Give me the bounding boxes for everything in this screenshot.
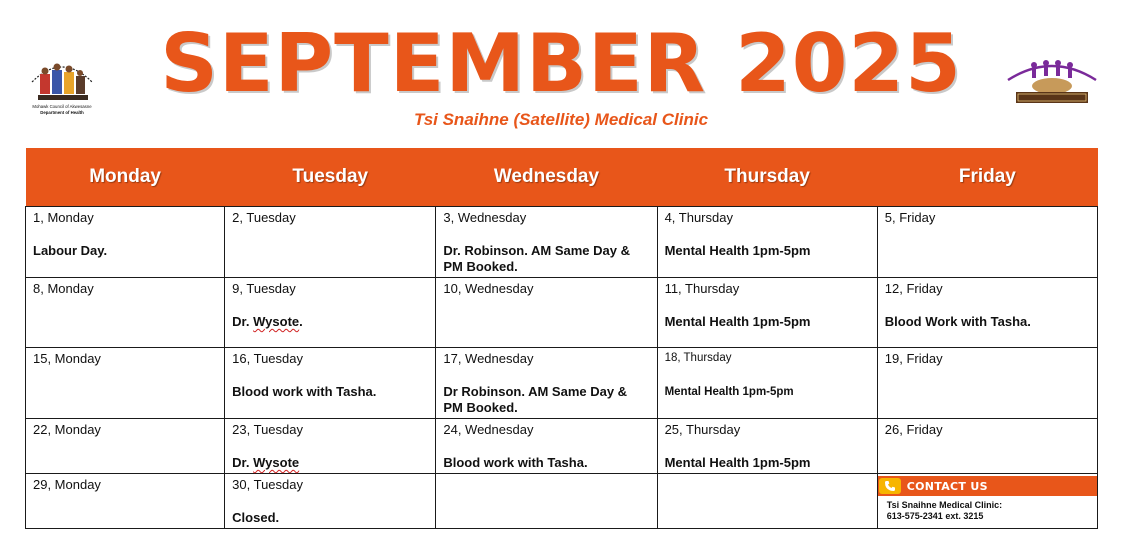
calendar-day-cell: [657, 207, 877, 278]
calendar-day-cell: [877, 278, 1097, 348]
calendar-day-cell: [436, 474, 657, 529]
day-label: 8, Monday: [33, 281, 94, 296]
phone-icon: [879, 478, 901, 494]
weekday-header-row: [26, 148, 1098, 207]
calendar-day-cell: [436, 419, 657, 474]
event-text: Closed.: [232, 510, 280, 525]
event-text: Dr. Robinson. AM Same Day & PM Booked.: [443, 243, 630, 274]
calendar-day-cell: [877, 348, 1097, 419]
contact-us-title: CONTACT US: [906, 479, 988, 493]
day-label: 5, Friday: [884, 210, 936, 225]
logo-caption-council: Mohawk Council of Akwesasne: [32, 104, 92, 109]
calendar-day-cell: [436, 207, 657, 278]
event-text: Dr. Wysote: [232, 455, 300, 470]
calendar-day-cell: [436, 278, 657, 348]
week-row: [26, 474, 1098, 529]
week-row: [26, 419, 1098, 474]
calendar-day-cell: [26, 278, 225, 348]
event-text: Mental Health 1pm-5pm: [664, 314, 811, 329]
weekday-header: Thursday: [657, 148, 877, 207]
day-label: 29, Monday: [33, 477, 101, 492]
day-label: 15, Monday: [33, 351, 101, 366]
day-label: 30, Tuesday: [232, 477, 303, 492]
calendar-day-cell: [225, 207, 436, 278]
contact-phone-number: 613-575-2341 ext. 3215: [886, 511, 984, 521]
calendar-day-cell: [225, 474, 436, 529]
event-text: Mental Health 1pm-5pm: [664, 455, 811, 470]
calendar-day-cell: [26, 474, 225, 529]
day-label: 24, Wednesday: [443, 422, 534, 437]
day-label: 3, Wednesday: [443, 210, 527, 225]
day-label: 26, Friday: [884, 422, 943, 437]
calendar-day-cell: [26, 419, 225, 474]
day-label: 23, Tuesday: [232, 422, 303, 437]
contact-clinic-name: Tsi Snaihne Medical Clinic:: [886, 500, 1003, 510]
weekday-header: Friday: [877, 148, 1097, 207]
calendar-day-cell: [657, 474, 877, 529]
event-text: Dr Robinson. AM Same Day & PM Booked.: [443, 384, 628, 415]
logo-caption-department: Department of Health: [40, 110, 84, 115]
department-of-health-logo: [22, 52, 102, 118]
day-label: 9, Tuesday: [232, 281, 296, 296]
weekday-header: Tuesday: [225, 148, 436, 207]
day-label: 12, Friday: [884, 281, 943, 296]
calendar-day-cell: [657, 348, 877, 419]
day-label: 4, Thursday: [664, 210, 733, 225]
clinic-subtitle: Tsi Snaihne (Satellite) Medical Clinic: [413, 110, 709, 129]
week-row: [26, 348, 1098, 419]
contact-us-banner: [878, 476, 1097, 496]
day-label: 17, Wednesday: [443, 351, 534, 366]
calendar-day-cell: [26, 207, 225, 278]
calendar-day-cell: [225, 348, 436, 419]
event-text: Mental Health 1pm-5pm: [664, 386, 794, 398]
day-label: 18, Thursday: [664, 352, 732, 364]
day-label: 11, Thursday: [664, 281, 740, 296]
event-text: Labour Day.: [33, 243, 108, 258]
council-emblem-logo: [1004, 58, 1100, 110]
weekday-header: Wednesday: [436, 148, 657, 207]
spellcheck-squiggle: Wysote: [253, 314, 300, 329]
event-text: Blood work with Tasha.: [232, 384, 377, 399]
calendar-day-cell: [225, 278, 436, 348]
calendar-day-cell: [436, 348, 657, 419]
day-label: 1, Monday: [33, 210, 94, 225]
event-text: Blood Work with Tasha.: [884, 314, 1031, 329]
contact-us-cell: [877, 474, 1097, 529]
weekday-header: Monday: [26, 148, 225, 207]
spellcheck-squiggle: Wysote: [253, 455, 300, 470]
page-title: SEPTEMBER 2025: [160, 17, 962, 110]
week-row: [26, 278, 1098, 348]
day-label: 10, Wednesday: [443, 281, 534, 296]
day-label: 16, Tuesday: [232, 351, 303, 366]
day-label: 25, Thursday: [664, 422, 741, 437]
event-text: Mental Health 1pm-5pm: [664, 243, 811, 258]
event-text: Blood work with Tasha.: [443, 455, 588, 470]
calendar-day-cell: [877, 207, 1097, 278]
calendar-day-cell: [657, 419, 877, 474]
calendar-day-cell: [26, 348, 225, 419]
calendar-day-cell: [877, 419, 1097, 474]
week-row: [26, 207, 1098, 278]
day-label: 2, Tuesday: [232, 210, 296, 225]
day-label: 22, Monday: [33, 422, 101, 437]
event-text: Dr. Wysote.: [232, 314, 303, 329]
calendar-grid: [25, 148, 1098, 529]
calendar-day-cell: [657, 278, 877, 348]
calendar-day-cell: [225, 419, 436, 474]
day-label: 19, Friday: [884, 351, 943, 366]
